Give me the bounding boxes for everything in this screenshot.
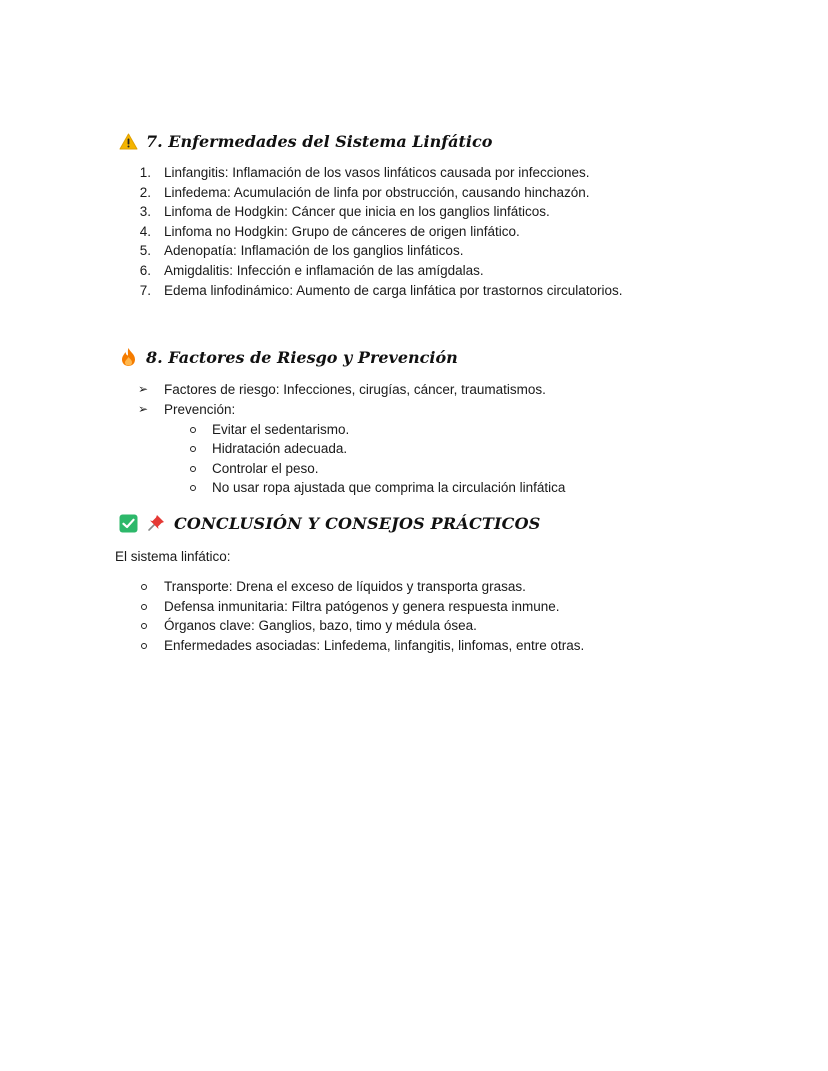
list-item: Factores de riesgo: Infecciones, cirugías, cáncer, traumatismos. — [164, 382, 546, 397]
conclusion-item: Defensa inmunitaria: Filtra patógenos y genera respuesta inmune. — [164, 598, 560, 614]
circle-bullet-icon — [190, 466, 196, 472]
list-number: 3. — [139, 204, 151, 220]
list-item: Linfoma de Hodgkin: Cáncer que inicia en los ganglios linfáticos. — [164, 204, 550, 220]
list-number: 7. — [139, 282, 151, 298]
section-8-title: 8. Factores de Riesgo y Prevención — [146, 347, 458, 367]
check-box-icon — [118, 513, 138, 533]
circle-bullet-icon — [141, 643, 147, 649]
circle-bullet-icon — [141, 623, 147, 629]
prevention-item: Hidratación adecuada. — [212, 441, 348, 457]
conclusion-item: Enfermedades asociadas: Linfedema, linfangitis, linfomas, entre otras. — [164, 637, 585, 653]
circle-bullet-icon — [141, 604, 147, 610]
circle-bullet-icon — [141, 584, 147, 590]
list-item: Linfoma no Hodgkin: Grupo de cánceres de origen linfático. — [164, 223, 520, 239]
arrow-bullet-icon: ➢ — [138, 401, 149, 416]
arrow-bullet-icon: ➢ — [138, 382, 149, 396]
section-7-heading — [118, 131, 492, 151]
list-item: Prevención: — [164, 401, 236, 417]
list-number: 2. — [139, 184, 151, 200]
warning-icon — [118, 131, 138, 151]
list-item: Amigdalitis: Infección e inflamación de las amígdalas. — [164, 263, 484, 278]
conclusion-intro: El sistema linfático: — [115, 549, 231, 564]
conclusion-title: CONCLUSIÓN Y CONSEJOS PRÁCTICOS — [174, 513, 541, 533]
list-number: 4. — [139, 223, 151, 239]
prevention-item: No usar ropa ajustada que comprima la circulación linfática — [212, 480, 566, 496]
list-number: 6. — [139, 263, 151, 278]
list-item: Edema linfodinámico: Aumento de carga linfática por trastornos circulatorios. — [164, 282, 623, 298]
conclusion-heading — [118, 513, 541, 533]
circle-bullet-icon — [190, 427, 196, 433]
circle-bullet-icon — [190, 485, 196, 491]
list-item: Linfedema: Acumulación de linfa por obstrucción, causando hinchazón. — [164, 184, 590, 200]
circle-bullet-icon — [190, 446, 196, 452]
prevention-item: Controlar el peso. — [212, 460, 319, 476]
section-8-heading — [118, 347, 458, 367]
list-number: 5. — [139, 243, 151, 259]
list-number: 1. — [139, 165, 151, 180]
fire-icon — [118, 347, 138, 367]
conclusion-item: Transporte: Drena el exceso de líquidos y transporta grasas. — [164, 579, 526, 594]
list-item: Adenopatía: Inflamación de los ganglios linfáticos. — [164, 243, 464, 259]
section-7-title: 7. Enfermedades del Sistema Linfático — [146, 131, 493, 151]
pushpin-icon — [146, 513, 166, 533]
prevention-item: Evitar el sedentarismo. — [212, 421, 350, 437]
conclusion-item: Órganos clave: Ganglios, bazo, timo y médula ósea. — [164, 618, 477, 634]
list-item: Linfangitis: Inflamación de los vasos linfáticos causada por infecciones. — [164, 165, 590, 180]
